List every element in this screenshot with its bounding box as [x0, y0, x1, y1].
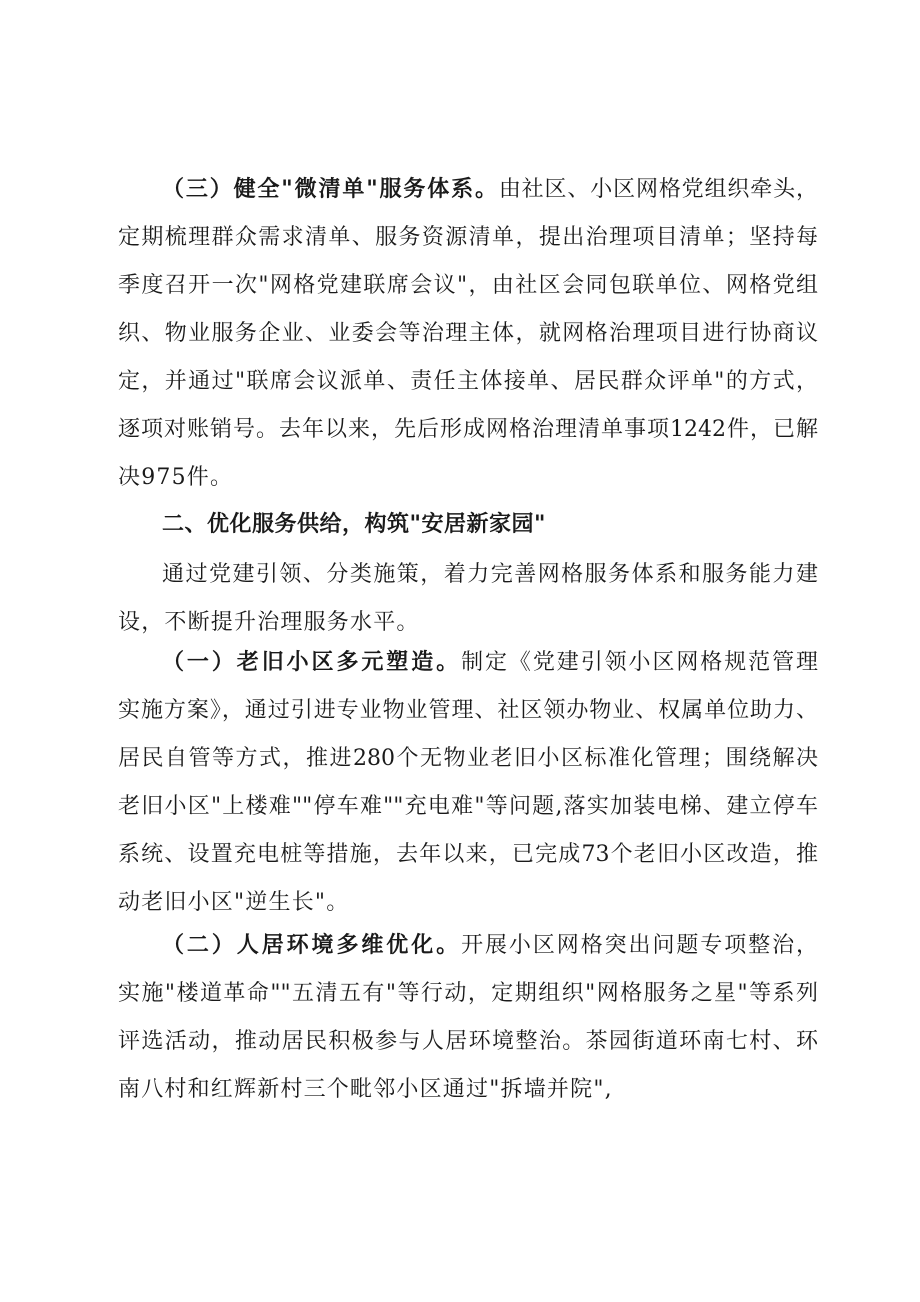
paragraph-line: 织、物业服务企业、业委会等治理主体，就网格治理项目进行协商议: [118, 321, 818, 346]
section-1-paragraph: [118, 639, 818, 927]
paragraph-line: 定期梳理群众需求清单、服务资源清单，提出治理项目清单；坚持每: [118, 225, 818, 250]
paragraph-text: 开展小区网格突出问题专项整治，: [461, 933, 818, 958]
paragraph-line: 季度召开一次"网格党建联席会议"，由社区会同包联单位、网格党组: [118, 273, 818, 298]
paragraph-text: 制定《党建引领小区网格规范管理: [461, 650, 818, 675]
paragraph-line: [118, 639, 818, 687]
paragraph-line: 实施方案》，通过引进专业物业管理、社区领办物业、权属单位助力、: [118, 698, 818, 723]
paragraph-line: 动老旧小区"逆生长"。: [118, 890, 350, 915]
paragraph-line: [118, 166, 818, 214]
intro-paragraph: [118, 551, 818, 647]
section-2-paragraph: [118, 922, 818, 1114]
paragraph-line: 居民自管等方式，推进280个无物业老旧小区标准化管理；围绕解决: [118, 746, 818, 771]
section-heading-2: [118, 501, 818, 549]
section-1-title: （一）老旧小区多元塑造。: [162, 650, 462, 675]
paragraph-line: 设，不断提升治理服务水平。: [118, 610, 420, 635]
paragraph-text: 由社区、小区网格党组织牵头，: [498, 177, 818, 202]
section-2-title: （二）人居环境多维优化。: [162, 933, 462, 958]
heading-text: 二、优化服务供给，构筑"安居新家园": [162, 512, 546, 537]
paragraph-line: 评选活动，推动居民积极参与人居环境整治。茶园街道环南七村、环: [118, 1029, 818, 1054]
section-3-title: （三）健全"微清单"服务体系。: [162, 177, 499, 202]
paragraph-line: 决975件。: [118, 465, 234, 490]
paragraph-line: 系统、设置充电桩等措施，去年以来，已完成73个老旧小区改造，推: [118, 842, 818, 867]
paragraph-line: 南八村和红辉新村三个毗邻小区通过"拆墙并院",: [118, 1077, 613, 1102]
paragraph-line: [118, 922, 818, 970]
paragraph-line: 实施"楼道革命""五清五有"等行动，定期组织"网格服务之星"等系列: [118, 981, 818, 1006]
paragraph-line: 老旧小区"上楼难""停车难""充电难"等问题,落实加装电梯、建立停车: [118, 794, 818, 819]
paragraph-line: 定，并通过"联席会议派单、责任主体接单、居民群众评单"的方式，: [118, 369, 818, 394]
section-3-paragraph: [118, 166, 818, 502]
paragraph-line: 逐项对账销号。去年以来，先后形成网格治理清单事项1242件，已解: [118, 417, 818, 442]
paragraph-line: 通过党建引领、分类施策，着力完善网格服务体系和服务能力建: [162, 562, 818, 587]
